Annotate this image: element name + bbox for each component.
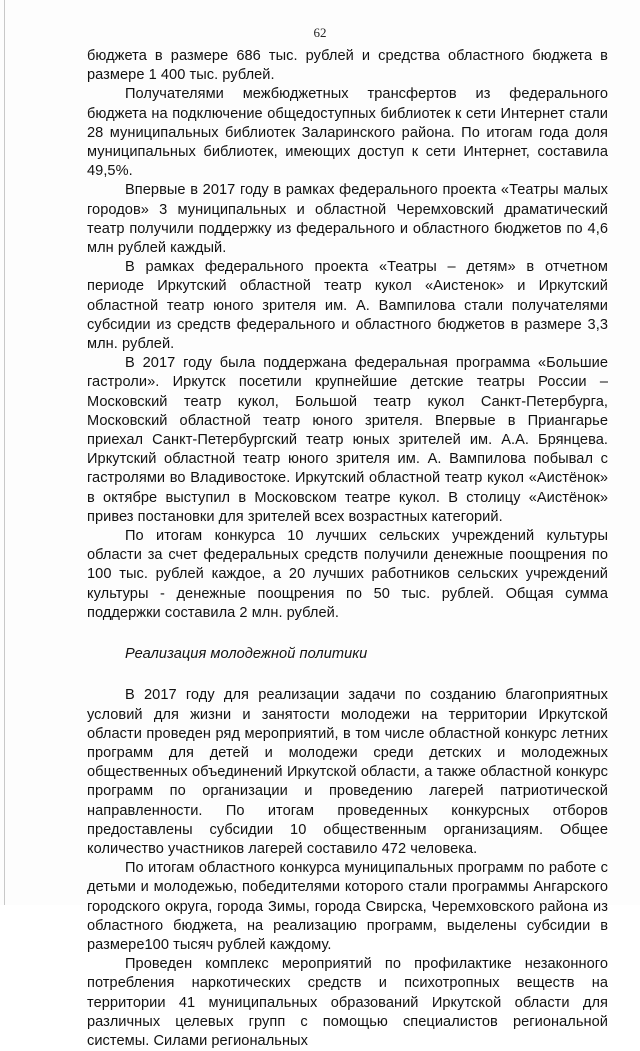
page-number: 62: [313, 25, 327, 40]
paragraph-library-internet: Получателями межбюджетных трансфертов из федерального бюджета на подключение общедоступных библиотек к сети Интернет стали 28 муниципальных библиотек Заларинского района. По итогам года доля муниципальных библиотек, имеющих доступ к сети Интернет, составила 49,5%.: [87, 86, 608, 180]
scan-edge-line: [4, 0, 5, 905]
paragraph-theatres-for-children: В рамках федерального проекта «Театры – детям» в отчетном периоде Иркутский областной театр кукол «Аистенок» и Иркутский областной театр юного зрителя им. А. Вампилова стали получателями субсидии из средств федерального и областного бюджетов в размере 3,3 млн. рублей.: [87, 259, 608, 353]
paragraph-drug-prevention: Проведен комплекс мероприятий по профилактике незаконного потребления наркотических средств и психотропных веществ на территории 41 муниципальных образований Иркутской области для различных целевых групп с помощью специалистов региональной системы. Силами региональных: [87, 956, 608, 1049]
paragraph-youth-programs: В 2017 году для реализации задачи по созданию благоприятных условий для жизни и занятости молодежи на территории Иркутской области проведен ряд мероприятий, в том числе областной конкурс летних программ для детей и молодежи среди детских и молодежных общественных объединений Иркутской области, а также областной конкурс программ по организации и проведению лагерей патриотической направленности. По итогам проведенных конкурсных отборов предоставлены субсидии 10 общественным организациям. Общее количество участников лагерей составило 472 человека.: [87, 687, 608, 857]
paragraph-small-town-theatres: Впервые в 2017 году в рамках федерального проекта «Театры малых городов» 3 муниципальных и областной Черемховский драматический театр получили поддержку из федерального и областного бюджетов по 4,6 млн рублей каждый.: [87, 182, 608, 257]
paragraph-big-tours: В 2017 году была поддержана федеральная программа «Большие гастроли». Иркутск посетили крупнейшие детские театры России – Московский театр кукол, Большой театр кукол Санкт-Петербурга, Московский областной театр юного зрителя. Впервые в Приангарье приехал Санкт-Петербургский театр юных зрителей им. А.А. Брянцева. Иркутский областной театр юного зрителя им. А. Вампилова побывал с гастролями во Владивостоке. Иркутский областной театр кукол «Аистёнок» в октябре выступил в Московском театре кукол. В столицу «Аистёнок» привез постановки для зрителей всех возрастных категорий.: [87, 355, 608, 525]
paragraph-rural-culture-awards: По итогам конкурса 10 лучших сельских учреждений культуры области за счет федеральных средств получили денежные поощрения по 100 тыс. рублей каждое, а 20 лучших работников сельских учреждений культуры - денежные поощрения по 50 тыс. рублей. Общая сумма поддержки составила 2 млн. рублей.: [87, 528, 608, 621]
section-heading-youth-policy: Реализация молодежной политики: [125, 646, 368, 663]
document-body: [87, 47, 608, 1051]
paragraph-budget-continuation: бюджета в размере 686 тыс. рублей и средства областного бюджета в размере 1 400 тыс. рублей.: [87, 48, 608, 84]
paragraph-municipal-programs: По итогам областного конкурса муниципальных программ по работе с детьми и молодежью, победителями которого стали программы Ангарского городского округа, города Зимы, города Свирска, Черемховского района из областного бюджета, на реализацию программ, выделены субсидии в размере100 тысяч рублей каждому.: [87, 860, 608, 953]
